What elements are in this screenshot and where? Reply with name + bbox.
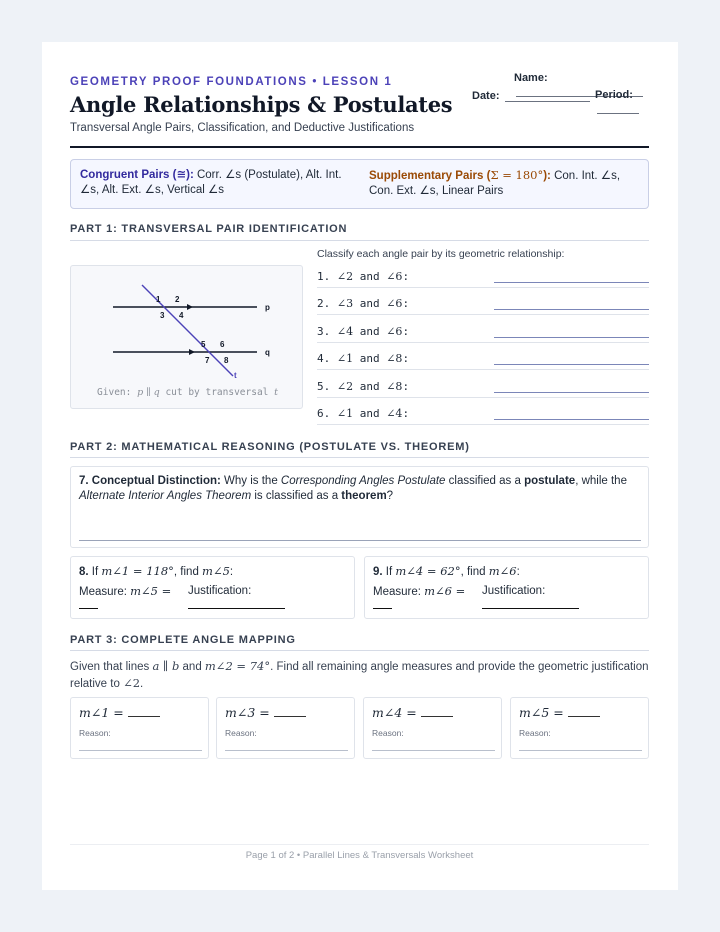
question-9-text: 9. If m∠4 = 62°, find m∠6:: [373, 564, 520, 578]
line-label-q: q: [265, 348, 270, 357]
pair-question-6: 6. ∠1 and ∠4:: [317, 400, 649, 425]
supplementary-key: [369, 168, 644, 199]
reason-blank[interactable]: [372, 750, 495, 751]
date-blank[interactable]: [505, 89, 590, 102]
question-8-text: 8. If m∠1 = 118°, find m∠5:: [79, 564, 234, 578]
angle-label-4: 4: [179, 311, 184, 320]
pair-question-5: 5. ∠2 and ∠8:: [317, 373, 649, 398]
angle-map-expression: m∠4 =: [372, 705, 453, 720]
question-9-card: [364, 556, 649, 619]
reference-key-box: [70, 159, 649, 209]
pair-question-4: 4. ∠1 and ∠8:: [317, 345, 649, 370]
angle-map-card-3: [363, 697, 502, 759]
pair-question-3: 3. ∠4 and ∠6:: [317, 318, 649, 343]
reason-label: Reason:: [372, 728, 404, 738]
parallel-arrow-q: [189, 349, 195, 355]
angle-measure-blank[interactable]: [421, 705, 453, 717]
reason-blank[interactable]: [519, 750, 642, 751]
congruent-text: Corr. ∠s (Postulate), Alt. Int. ∠s, Alt. Ext. ∠s, Vertical ∠s: [80, 169, 342, 196]
line-label-t: t: [234, 371, 237, 380]
question-7-answer-line[interactable]: [79, 540, 641, 541]
congruent-label: Congruent Pairs (≅):: [80, 169, 194, 181]
reason-label: Reason:: [225, 728, 257, 738]
reason-label: Reason:: [79, 728, 111, 738]
angle-measure-blank[interactable]: [274, 705, 306, 717]
part2-divider: [70, 457, 649, 458]
angle-map-card-1: [70, 697, 209, 759]
congruent-key: [80, 168, 360, 198]
lesson-kicker: GEOMETRY PROOF FOUNDATIONS • LESSON 1: [70, 76, 393, 88]
date-label: Date:: [472, 90, 500, 102]
pair-question-1: 1. ∠2 and ∠6:: [317, 263, 649, 288]
worksheet-content: [70, 42, 649, 890]
part3-divider: [70, 650, 649, 651]
angle-map-card-2: [216, 697, 355, 759]
question-8-card: [70, 556, 355, 619]
period-field: [595, 89, 649, 114]
question-9-justification-blank[interactable]: [482, 608, 579, 609]
question-7-card: [70, 466, 649, 548]
page-footer: Page 1 of 2 • Parallel Lines & Transversals Worksheet: [245, 850, 474, 861]
angle-label-6: 6: [220, 340, 225, 349]
part2-heading: PART 2: MATHEMATICAL REASONING (POSTULATE VS. THEOREM): [70, 441, 470, 453]
question-8-measure-blank[interactable]: [79, 608, 98, 609]
footer-divider: [70, 844, 649, 845]
answer-blank[interactable]: [494, 392, 649, 393]
question-9-measure: Measure: m∠6 =: [373, 584, 466, 598]
angle-label-5: 5: [201, 340, 206, 349]
angle-label-3: 3: [160, 311, 165, 320]
question-9-measure-blank[interactable]: [373, 608, 392, 609]
answer-blank[interactable]: [494, 282, 649, 283]
figure-caption: Given: p ∥ q cut by transversal t: [97, 387, 278, 398]
worksheet-page: [42, 42, 678, 890]
angle-map-card-4: [510, 697, 649, 759]
answer-blank[interactable]: [494, 419, 649, 420]
question-9-justification-label: Justification:: [482, 585, 546, 597]
reason-blank[interactable]: [225, 750, 348, 751]
parallel-arrow-p: [187, 304, 193, 310]
part3-intro: Given that lines a ∥ b and m∠2 = 74°. Find all remaining angle measures and provide the geometric justification relative to ∠2.: [70, 659, 649, 690]
pair-question-2: 2. ∠3 and ∠6:: [317, 290, 649, 315]
name-label: Name:: [514, 72, 548, 84]
angle-label-2: 2: [175, 295, 180, 304]
question-7-text: 7. Conceptual Distinction: Why is the Corresponding Angles Postulate classified as a postulate, while the Alternate Interior Angles Theorem is classified as a theorem?: [79, 475, 627, 502]
angle-label-1: 1: [156, 295, 161, 304]
part1-divider: [70, 240, 649, 241]
angle-label-8: 8: [224, 356, 229, 365]
answer-blank[interactable]: [494, 309, 649, 310]
angle-label-7: 7: [205, 356, 210, 365]
reason-blank[interactable]: [79, 750, 202, 751]
angle-measure-blank[interactable]: [128, 705, 160, 717]
transversal-figure: [70, 265, 303, 409]
angle-map-expression: m∠1 =: [79, 705, 160, 720]
date-field: [472, 89, 590, 102]
supplementary-text: Con. Int. ∠s, Con. Ext. ∠s, Linear Pairs: [369, 170, 621, 197]
reason-label: Reason:: [519, 728, 551, 738]
header-divider: [70, 146, 649, 148]
answer-blank[interactable]: [494, 337, 649, 338]
part1-heading: PART 1: TRANSVERSAL PAIR IDENTIFICATION: [70, 223, 348, 235]
angle-map-expression: m∠3 =: [225, 705, 306, 720]
angle-measure-blank[interactable]: [568, 705, 600, 717]
answer-blank[interactable]: [494, 364, 649, 365]
question-8-justification-label: Justification:: [188, 585, 252, 597]
period-label: Period:: [595, 89, 633, 101]
angle-map-expression: m∠5 =: [519, 705, 600, 720]
line-label-p: p: [265, 303, 270, 312]
period-blank[interactable]: [597, 101, 639, 114]
question-8-measure: Measure: m∠5 =: [79, 584, 172, 598]
page-subtitle: Transversal Angle Pairs, Classification, and Deductive Justifications: [70, 122, 415, 134]
part3-heading: PART 3: COMPLETE ANGLE MAPPING: [70, 634, 296, 646]
supplementary-label: Supplementary Pairs (Σ = 180°):: [369, 168, 551, 182]
part1-instruction: Classify each angle pair by its geometric relationship:: [317, 248, 565, 260]
question-8-justification-blank[interactable]: [188, 608, 285, 609]
page-title: Angle Relationships & Postulates: [70, 92, 453, 117]
